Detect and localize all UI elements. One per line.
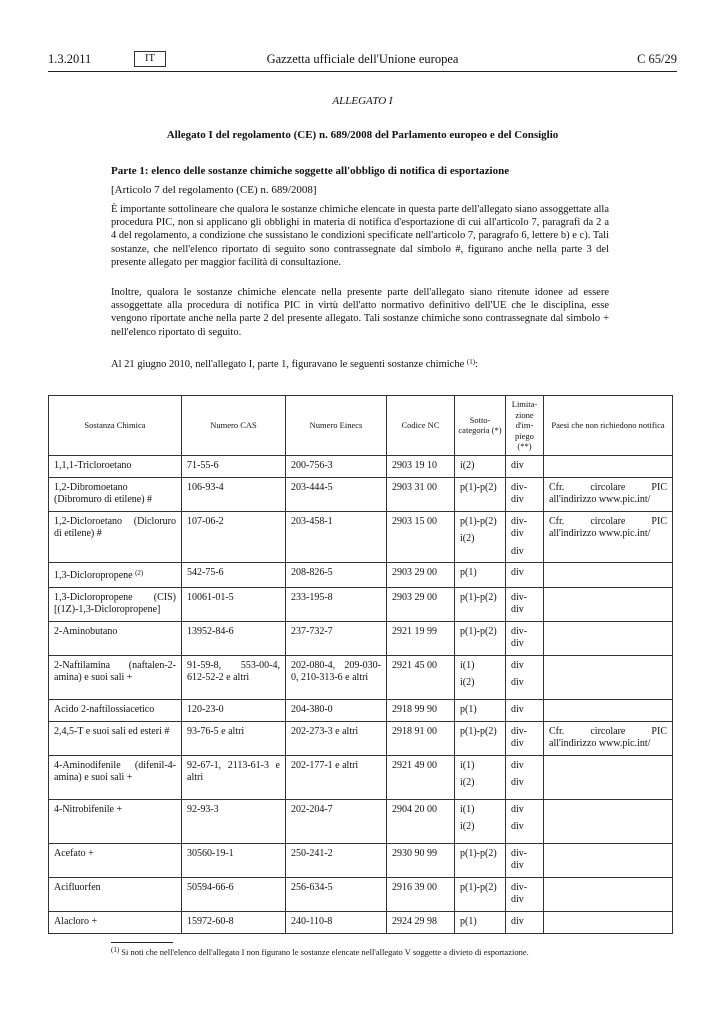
cell-countries	[544, 587, 673, 621]
cell-substance-text: 2-Naftilamina (naftalen-2-amina) e suoi sali +	[54, 659, 176, 683]
cell-subcategory-value: p(1)	[460, 567, 477, 578]
cell-subcategory-value: i(2)	[460, 821, 475, 832]
cell-subcategory-value: i(1)	[460, 759, 475, 771]
cell-subcategory	[455, 877, 506, 911]
cell-cas	[182, 799, 286, 843]
cell-substance	[49, 755, 182, 799]
cell-einecs	[286, 455, 387, 477]
cell-cas	[182, 563, 286, 588]
cell-substance-text: Alacloro +	[54, 915, 98, 927]
substance-footnote-ref: (2)	[135, 569, 144, 577]
cell-cas	[182, 721, 286, 755]
paragraph-list-intro	[111, 356, 609, 371]
cell-cas	[182, 477, 286, 511]
cell-use-limitation	[506, 511, 544, 563]
cell-subcategory-value: p(1)-p(2)	[460, 847, 497, 859]
cell-subcategory	[455, 511, 506, 563]
cell-cas-text: 50594-66-6	[187, 881, 234, 893]
cell-use-limitation	[506, 799, 544, 843]
cell-nc-code	[387, 799, 455, 843]
cell-substance	[49, 455, 182, 477]
cell-substance-text: 4-Nitrobifenile +	[54, 803, 123, 815]
cell-cas-text: 91-59-8, 553-00-4, 612-52-2 e altri	[187, 659, 280, 683]
cell-countries	[544, 621, 673, 655]
cell-countries	[544, 877, 673, 911]
cell-use-limitation-value: div-div	[511, 625, 528, 649]
cell-substance-text: 2,4,5-T e suoi sali ed esteri #	[54, 725, 170, 737]
cell-use-limitation-value: div	[511, 677, 524, 688]
cell-use-limitation	[506, 587, 544, 621]
cell-use-limitation-value: div	[511, 803, 524, 815]
header-subcategory: Sotto-categoria (*)	[455, 396, 506, 456]
cell-subcategory	[455, 563, 506, 588]
cell-use-limitation	[506, 621, 544, 655]
cell-countries	[544, 477, 673, 511]
cell-einecs-text: 208-826-5	[291, 567, 333, 578]
cell-countries	[544, 721, 673, 755]
cell-countries	[544, 755, 673, 799]
cell-substance	[49, 655, 182, 699]
cell-substance-text: 2-Aminobutano	[54, 625, 118, 637]
cell-subcategory	[455, 621, 506, 655]
cell-nc-code	[387, 877, 455, 911]
cell-substance-text: 1,2-Dibromoetano (Dibromuro di etilene) #	[54, 481, 153, 505]
cell-nc-code-text: 2930 90 99	[392, 847, 437, 859]
cell-einecs-text: 233-195-8	[291, 591, 333, 603]
cell-use-limitation-value: div-div	[511, 591, 528, 615]
cell-substance-text: Acefato +	[54, 847, 94, 859]
publication-date: 1.3.2011	[48, 52, 92, 66]
cell-nc-code	[387, 721, 455, 755]
cell-einecs-text: 202-204-7	[291, 803, 333, 815]
cell-subcategory	[455, 699, 506, 721]
list-intro-colon: :	[475, 359, 478, 370]
table-row	[49, 587, 673, 621]
cell-cas	[182, 843, 286, 877]
cell-countries-text: Cfr. circolare PIC all'indirizzo www.pic.int/	[549, 515, 667, 539]
cell-nc-code-text: 2918 91 00	[392, 725, 437, 737]
cell-substance	[49, 799, 182, 843]
cell-subcategory-value: p(1)-p(2)	[460, 591, 497, 603]
cell-use-limitation-value: div	[511, 777, 524, 788]
part-title: Parte 1: elenco delle sostanze chimiche soggette all'obbligo di notifica di esportazione	[111, 165, 510, 177]
cell-cas-text: 71-55-6	[187, 459, 219, 471]
header-countries: Paesi che non richiedono notifica	[544, 396, 673, 456]
cell-substance	[49, 477, 182, 511]
cell-countries	[544, 911, 673, 933]
cell-subcategory	[455, 721, 506, 755]
cell-einecs-text: 250-241-2	[291, 847, 333, 859]
footnote-text: Si noti che nell'elenco dell'allegato I non figurano le sostanze elencate nell'allegato V soggette a divieto di esportazione.	[121, 947, 529, 957]
cell-nc-code	[387, 755, 455, 799]
cell-cas-text: 15972-60-8	[187, 915, 234, 927]
cell-nc-code-text: 2903 31 00	[392, 481, 437, 493]
cell-subcategory	[455, 843, 506, 877]
cell-einecs	[286, 911, 387, 933]
cell-einecs-text: 203-458-1	[291, 515, 333, 527]
cell-countries	[544, 511, 673, 563]
cell-nc-code	[387, 621, 455, 655]
cell-substance-text: 1,3-Dicloropropene (CIS) [(1Z)-1,3-Dicloropropene]	[54, 591, 176, 615]
table-row	[49, 477, 673, 511]
cell-einecs	[286, 755, 387, 799]
cell-cas-text: 542-75-6	[187, 567, 224, 578]
cell-nc-code	[387, 699, 455, 721]
cell-nc-code	[387, 655, 455, 699]
cell-einecs-text: 240-110-8	[291, 915, 333, 927]
cell-subcategory	[455, 911, 506, 933]
cell-cas-text: 92-67-1, 2113-61-3 e altri	[187, 759, 280, 783]
table-row	[49, 755, 673, 799]
cell-nc-code	[387, 477, 455, 511]
table-header-row	[49, 396, 673, 456]
cell-use-limitation	[506, 877, 544, 911]
cell-cas	[182, 699, 286, 721]
cell-subcategory	[455, 799, 506, 843]
journal-title: Gazzetta ufficiale dell'Unione europea	[266, 52, 459, 66]
cell-einecs-text: 256-634-5	[291, 881, 333, 893]
cell-substance	[49, 621, 182, 655]
cell-nc-code-text: 2924 29 98	[392, 915, 437, 927]
cell-use-limitation	[506, 721, 544, 755]
table-row	[49, 511, 673, 563]
header-rule	[48, 71, 677, 72]
cell-countries	[544, 799, 673, 843]
table-row	[49, 455, 673, 477]
footnote	[111, 946, 529, 957]
cell-cas-text: 10061-01-5	[187, 591, 234, 603]
cell-einecs-text: 204-380-0	[291, 703, 333, 715]
cell-cas-text: 93-76-5 e altri	[187, 725, 245, 737]
cell-cas-text: 92-93-3	[187, 803, 219, 815]
cell-subcategory-value: i(2)	[460, 677, 475, 688]
page-number: C 65/29	[637, 52, 677, 66]
cell-nc-code-text: 2921 45 00	[392, 659, 437, 671]
cell-cas-text: 30560-19-1	[187, 847, 234, 859]
paragraph-pic-exemption: È importante sottolineare che qualora le sostanze chimiche elencate in questa parte dell'allegato siano assoggettate alla procedura PIC, non si applicano gli obblighi in materia di notifica d'esportazione di cui all'articolo 7, paragrafi da 2 a 4 del regolamento, a condizione che sussistano le condizioni specificate nell'articolo 7, paragrafo 6, lettere b) e c). Tali sostanze, che nell'elenco riportato di seguito sono contrassegnate dal simbolo #, figurano anche nella parte 3 del presente allegato per maggior facilità di consultazione.	[111, 204, 609, 268]
cell-use-limitation	[506, 755, 544, 799]
cell-subcategory-value: i(2)	[460, 533, 475, 544]
cell-use-limitation-value: div	[511, 703, 524, 715]
cell-einecs	[286, 655, 387, 699]
cell-use-limitation-value: div	[511, 567, 524, 578]
cell-subcategory	[455, 477, 506, 511]
table-row	[49, 877, 673, 911]
cell-einecs	[286, 587, 387, 621]
cell-use-limitation	[506, 911, 544, 933]
cell-cas	[182, 911, 286, 933]
cell-use-limitation-value: div-div	[511, 515, 528, 539]
cell-cas-text: 120-23-0	[187, 703, 224, 715]
table-row	[49, 721, 673, 755]
cell-einecs	[286, 699, 387, 721]
cell-nc-code-text: 2918 99 90	[392, 703, 437, 715]
cell-einecs	[286, 477, 387, 511]
cell-use-limitation-value: div-div	[511, 881, 528, 905]
cell-countries	[544, 563, 673, 588]
cell-subcategory-value: p(1)-p(2)	[460, 881, 497, 893]
cell-use-limitation	[506, 655, 544, 699]
cell-use-limitation	[506, 843, 544, 877]
list-intro-text: Al 21 giugno 2010, nell'allegato I, parte 1, figuravano le seguenti sostanze chimiche	[111, 359, 465, 370]
cell-nc-code	[387, 587, 455, 621]
cell-countries	[544, 699, 673, 721]
table-row	[49, 911, 673, 933]
annex-label: ALLEGATO I	[332, 95, 393, 107]
cell-einecs	[286, 877, 387, 911]
cell-subcategory-value: p(1)-p(2)	[460, 481, 497, 493]
footnote-rule	[111, 942, 173, 943]
cell-nc-code-text: 2921 49 00	[392, 759, 437, 771]
cell-countries	[544, 455, 673, 477]
header-use-limitation: Limita-zione d'im-piego (**)	[506, 396, 544, 456]
cell-einecs	[286, 799, 387, 843]
cell-subcategory-value: p(1)-p(2)	[460, 725, 497, 737]
cell-countries-text: Cfr. circolare PIC all'indirizzo www.pic.int/	[549, 725, 667, 749]
cell-nc-code	[387, 511, 455, 563]
cell-cas-text: 13952-84-6	[187, 625, 234, 637]
cell-substance	[49, 511, 182, 563]
cell-countries-text: Cfr. circolare PIC all'indirizzo www.pic.int/	[549, 481, 667, 505]
cell-cas	[182, 511, 286, 563]
cell-use-limitation	[506, 455, 544, 477]
cell-einecs	[286, 721, 387, 755]
header-nc-code: Codice NC	[387, 396, 455, 456]
cell-use-limitation-value: div	[511, 659, 524, 671]
cell-substance	[49, 587, 182, 621]
cell-countries	[544, 655, 673, 699]
cell-subcategory	[455, 755, 506, 799]
cell-einecs-text: 202-273-3 e altri	[291, 725, 359, 737]
cell-einecs	[286, 621, 387, 655]
cell-substance	[49, 877, 182, 911]
cell-substance-text: 1,3-Dicloropropene	[54, 570, 133, 581]
cell-nc-code-text: 2903 29 00	[392, 591, 437, 603]
cell-substance	[49, 563, 182, 588]
cell-use-limitation-value: div	[511, 821, 524, 832]
cell-use-limitation	[506, 563, 544, 588]
cell-nc-code-text: 2921 19 99	[392, 625, 437, 637]
cell-subcategory	[455, 455, 506, 477]
language-badge: IT	[134, 51, 166, 67]
cell-use-limitation-value: div	[511, 459, 524, 471]
cell-subcategory-value: p(1)	[460, 703, 477, 715]
cell-einecs-text: 202-080-4, 209-030-0, 210-313-6 e altri	[291, 659, 381, 683]
cell-use-limitation-value: div	[511, 915, 524, 927]
cell-substance-text: Acido 2-naftilossiacetico	[54, 703, 155, 715]
table-row	[49, 655, 673, 699]
cell-use-limitation-value: div	[511, 759, 524, 771]
cell-substance	[49, 843, 182, 877]
cell-einecs	[286, 563, 387, 588]
cell-subcategory-value: i(1)	[460, 803, 475, 815]
cell-use-limitation-value: div-div	[511, 725, 528, 749]
table-row	[49, 799, 673, 843]
table-row	[49, 621, 673, 655]
cell-cas	[182, 755, 286, 799]
cell-subcategory-value: p(1)-p(2)	[460, 625, 497, 637]
cell-use-limitation-value: div	[511, 545, 524, 557]
cell-nc-code-text: 2903 29 00	[392, 567, 437, 578]
cell-subcategory-value: i(1)	[460, 659, 475, 671]
cell-subcategory-value: i(2)	[460, 777, 475, 788]
cell-einecs	[286, 843, 387, 877]
cell-cas	[182, 655, 286, 699]
cell-substance	[49, 699, 182, 721]
cell-nc-code	[387, 843, 455, 877]
cell-use-limitation-value: div-div	[511, 847, 528, 871]
cell-nc-code	[387, 455, 455, 477]
cell-nc-code-text: 2903 15 00	[392, 515, 437, 527]
substances-table	[48, 395, 673, 934]
header-cas: Numero CAS	[182, 396, 286, 456]
cell-subcategory-value: p(1)-p(2)	[460, 515, 497, 527]
cell-subcategory-value: i(2)	[460, 459, 475, 471]
cell-use-limitation	[506, 699, 544, 721]
cell-substance-text: 1,1,1-Tricloroetano	[54, 459, 132, 471]
cell-nc-code	[387, 911, 455, 933]
cell-subcategory	[455, 655, 506, 699]
header-einecs: Numero Einecs	[286, 396, 387, 456]
cell-substance-text: 1,2-Dicloroetano (Dicloruro di etilene) #	[54, 515, 176, 539]
cell-substance-text: Acifluorfen	[54, 881, 101, 893]
cell-einecs-text: 237-732-7	[291, 625, 333, 637]
cell-substance	[49, 721, 182, 755]
cell-cas-text: 106-93-4	[187, 481, 224, 493]
cell-subcategory-value: p(1)	[460, 915, 477, 927]
cell-use-limitation	[506, 477, 544, 511]
cell-einecs-text: 202-177-1 e altri	[291, 759, 359, 771]
cell-substance-text: 4-Aminodifenile (difenil-4-amina) e suoi sali +	[54, 759, 176, 783]
article-reference: [Articolo 7 del regolamento (CE) n. 689/2008]	[111, 184, 317, 196]
annex-title: Allegato I del regolamento (CE) n. 689/2008 del Parlamento europeo e del Consiglio	[166, 129, 559, 141]
table-row	[49, 699, 673, 721]
footnote-mark: (1)	[111, 946, 120, 954]
cell-use-limitation-value: div-div	[511, 481, 528, 505]
cell-cas	[182, 621, 286, 655]
cell-nc-code-text: 2916 39 00	[392, 881, 437, 893]
paragraph-pic-notification: Inoltre, qualora le sostanze chimiche elencate nella presente parte dell'allegato siano ritenute idonee ad essere assoggettate alla procedura di notifica PIC in virtù dell'atto normativo definitivo dell'UE che le disciplina, esse vengono riportate anche nella parte 2 del presente allegato. Tali sostanze chimiche sono contrassegnate dal simbolo + nell'elenco riportato di seguito.	[111, 287, 609, 338]
cell-countries	[544, 843, 673, 877]
cell-cas	[182, 455, 286, 477]
cell-einecs-text: 203-444-5	[291, 481, 333, 493]
cell-cas	[182, 877, 286, 911]
cell-subcategory	[455, 587, 506, 621]
cell-einecs	[286, 511, 387, 563]
footnote-ref: (1)	[466, 358, 476, 366]
cell-einecs-text: 200-756-3	[291, 459, 333, 471]
cell-cas	[182, 587, 286, 621]
cell-nc-code-text: 2903 19 10	[392, 459, 437, 471]
cell-substance	[49, 911, 182, 933]
header-substance: Sostanza Chimica	[49, 396, 182, 456]
table-row	[49, 843, 673, 877]
page-header	[48, 52, 677, 70]
cell-nc-code	[387, 563, 455, 588]
cell-nc-code-text: 2904 20 00	[392, 803, 437, 815]
cell-cas-text: 107-06-2	[187, 515, 224, 527]
table-row	[49, 563, 673, 588]
